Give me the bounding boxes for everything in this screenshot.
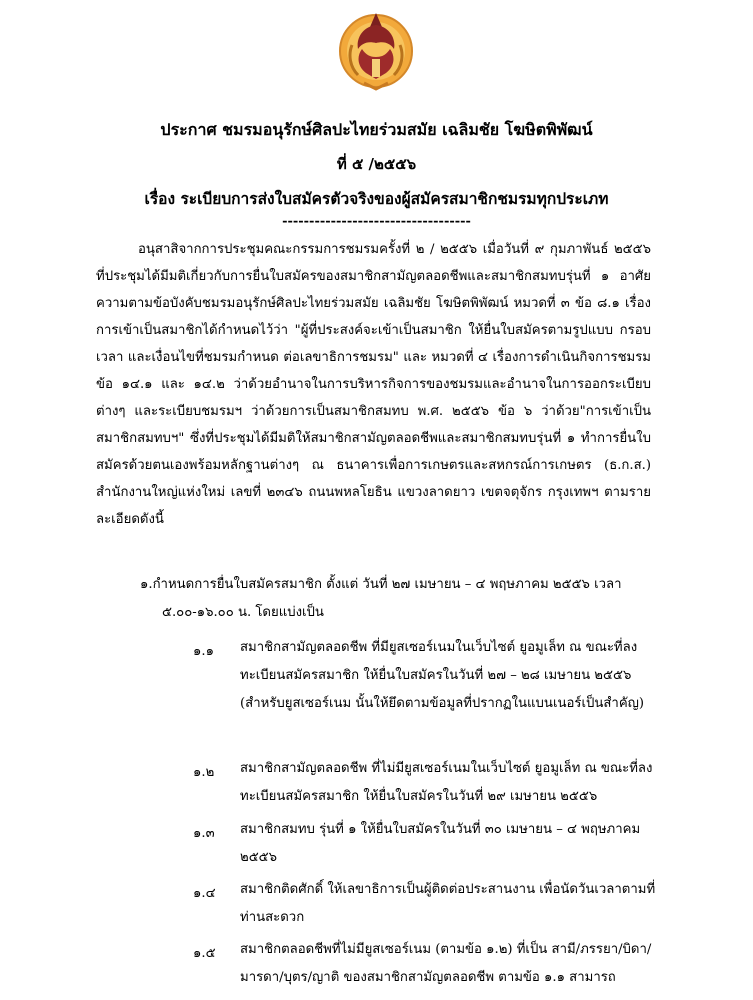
list-item: สมาชิกติดศักดิ์ ให้เลขาธิการเป็นผู้ติดต่อประสานงาน เพื่อนัดวันเวลาตามที่ท่านสะดวก bbox=[240, 882, 656, 925]
item-number: ๑.๔ bbox=[193, 886, 216, 901]
announcement-number: ที่ ๕ /๒๕๕๖ bbox=[336, 155, 417, 173]
list-item: สมาชิกสมทบ รุ่นที่ ๑ ให้ยื่นใบสมัครในวันที่ ๓๐ เมษายน – ๔ พฤษภาคม ๒๕๕๖ bbox=[240, 822, 641, 865]
item-number: ๑.๑ bbox=[193, 644, 214, 659]
announcement-title: ประกาศ ชมรมอนุรักษ์ศิลปะไทยร่วมสมัย เฉลิมชัย โฆษิตพิพัฒน์ bbox=[160, 120, 593, 139]
title-divider: ----------------------------------- bbox=[282, 214, 471, 229]
announcement-subject: เรื่อง ระเบียบการส่งใบสมัครตัวจริงของผู้สมัครสมาชิกชมรมทุกประเภท bbox=[144, 189, 609, 208]
list-item: สมาชิกสามัญตลอดชีพ ที่ไม่มียูสเซอร์เนมในเว็บไซต์ ยูอมูเล็ท ณ ขณะที่ลงทะเบียนสมัครสมาชิก ให้ยื่นใบสมัครในวันที่ ๒๙ เมษายน ๒๕๕๖ bbox=[240, 761, 653, 804]
body-paragraph: อนุสาสิจากการประชุมคณะกรรมการชมรมครั้งที่ ๒ / ๒๕๕๖ เมื่อวันที่ ๙ กุมภาพันธ์ ๒๕๕๖ ที่ประชุมได้มีมติเกี่ยวกับการยื่นใบสมัครของสมาชิกสามัญตลอดชีพและสมาชิกสมทบรุ่นที่ ๑ อาศัยความตามข้อบังคับชมรมอนุรักษ์ศิลปะไทยร่วมสมัย เฉลิมชัย โฆษิตพิพัฒน์ หมวดที่ ๓ ข้อ ๘.๑ เรื่องการเข้าเป็นสมาชิกได้กำหนดไว้ว่า "ผู้ที่ประสงค์จะเข้าเป็นสมาชิก ให้ยื่นใบสมัครตามรูปแบบ กรอบเวลา และเงื่อนไขที่ชมรมกำหนด ต่อเลขาธิการชมรม" และ หมวดที่ ๔ เรื่องการดำเนินกิจการชมรม ข้อ ๑๔.๑ และ ๑๔.๒ ว่าด้วยอำนาจในการบริหารกิจการของชมรมและอำนาจในการออกระเบียบต่างๆ และระเบียบชมรมฯ ว่าด้วยการเป็นสมาชิกสมทบ พ.ศ. ๒๕๕๖ ข้อ ๖ ว่าด้วย"การเข้าเป็นสมาชิกสมทบฯ" ซึ่งที่ประชุมได้มีมติให้สมาชิกสามัญตลอดชีพและสมาชิกสมทบรุ่นที่ ๑ ทำการยื่นใบสมัครด้วยตนเองพร้อมหลักฐานต่างๆ ณ ธนาคารเพื่อการเกษตรและสหกรณ์การเกษตร (ธ.ก.ส.) สำนักงานใหญ่แห่งใหม่ เลขที่ ๒๓๔๖ ถนนพหลโยธิน แขวงลาดยาว เขตจตุจักร กรุงเทพฯ ตามรายละเอียดดังนี้ bbox=[96, 242, 651, 527]
item-number: ๑.๕ bbox=[193, 946, 216, 961]
section-1-subheading: ๕.๐๐-๑๖.๐๐ น. โดยแบ่งเป็น bbox=[162, 605, 324, 620]
section-1-heading: ๑.กำหนดการยื่นใบสมัครสมาชิก ตั้งแต่ วันที่ ๒๗ เมษายน – ๔ พฤษภาคม ๒๕๕๖ เวลา bbox=[140, 577, 622, 592]
list-item: สมาชิกตลอดชีพที่ไม่มียูสเซอร์เนม (ตามข้อ ๑.๒) ที่เป็น สามี/ภรรยา/บิดา/มารดา/บุตร/ญาติ ของสมาชิกสามัญตลอดชีพ ตามข้อ ๑.๑ สามารถ bbox=[240, 942, 652, 985]
list-item: สมาชิกสามัญตลอดชีพ ที่มียูสเซอร์เนมในเว็บไซต์ ยูอมูเล็ท ณ ขณะที่ลงทะเบียนสมัครสมาชิก ให้ยื่นใบสมัครในวันที่ ๒๗ – ๒๘ เมษายน ๒๕๕๖ (สำหรับยูสเซอร์เนม นั้นให้ยึดตามข้อมูลที่ปรากฏในแบนเนอร์เป็นสำคัญ) bbox=[240, 640, 645, 711]
club-emblem-icon bbox=[332, 5, 420, 95]
item-number: ๑.๒ bbox=[193, 765, 215, 780]
item-number: ๑.๓ bbox=[193, 826, 215, 841]
